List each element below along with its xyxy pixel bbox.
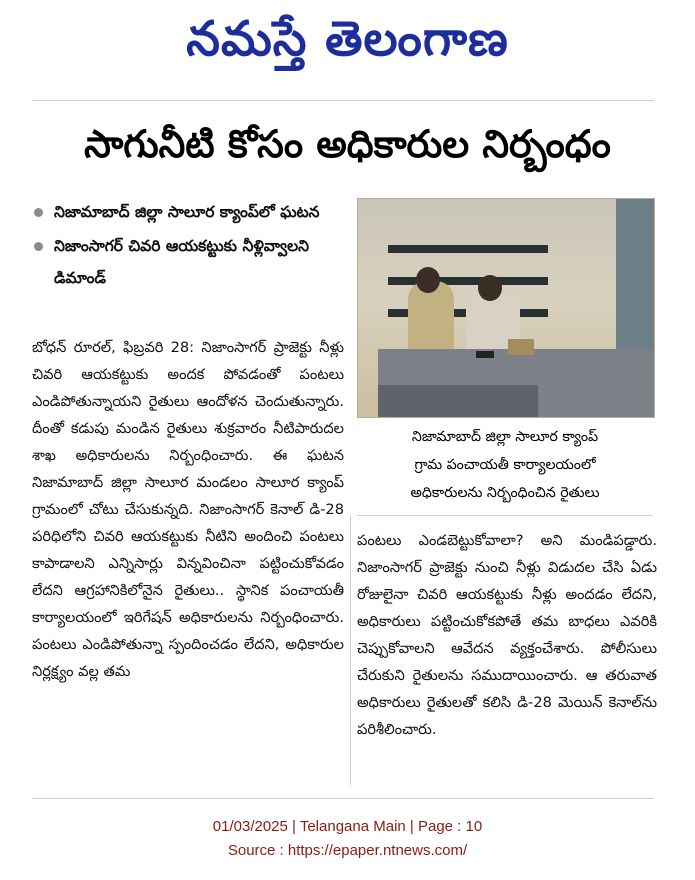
divider-bottom (32, 798, 654, 799)
caption-line: గ్రామ పంచాయతీ కార్యాలయంలో (414, 457, 596, 473)
bullet-text: నిజాంసాగర్ చివరి ఆయకట్టుకు నీళ్లివ్వాలని డిమాండ్ (54, 237, 309, 287)
edition-info: 01/03/2025 | Telangana Main | Page : 10 (212, 818, 483, 835)
divider-top (32, 100, 654, 101)
article-headline: సాగునీటి కోసం అధికారుల నిర్బంధం (84, 122, 611, 166)
photo-caption (357, 423, 653, 507)
news-photo (357, 198, 655, 418)
bullet-item (32, 230, 342, 294)
article-body-left-column: బోధన్ రూరల్, ఫిబ్రవరి 28: నిజాంసాగర్ ప్రాజెక్టు నీళ్లు చివరి ఆయకట్టుకు అందక పోవడంతో పంటలు ఎండిపోతున్నాయని రైతులు ఆందోళన చెందుతున్నారు. దీంతో కడుపు మండిన రైతులు శుక్రవారం నీటిపారుదల శాఖ అధికారులను నిర్బంధించారు. ఈ ఘటన నిజామాబాద్ జిల్లా సాలూర మండలం సాలూర క్యాంప్ గ్రామంలో చోటు చేసుకున్నది. నిజాంసాగర్ కెనాల్ డి-28 పరిధిలోని చివరి ఆయకట్టుకు నీటిని అందించి పంటలు కాపాడాలని ఎన్నిసార్లు విన్నవించినా పట్టించుకోవడం లేదని ఆగ్రహానికిలోనైన రైతులు.. స్థానిక పంచాయతీ కార్యాలయంలో ఇరిగేషన్ అధికారులను నిర్బంధించారు. పంటలు ఎండిపోతున్నా స్పందించడం లేదని, అధికారుల నిర్లక్ష్యం వల్ల తమ (32, 339, 344, 680)
bullet-item (32, 196, 342, 228)
bullet-list (32, 196, 342, 296)
bullet-text: నిజామాబాద్ జిల్లా సాలూర క్యాంప్‌లో ఘటన (54, 203, 320, 221)
source-link[interactable]: Source : https://epaper.ntnews.com/ (227, 842, 468, 859)
article-body-right-column: పంటలు ఎండబెట్టుకోవాలా? అని మండిపడ్డారు. నిజాంసాగర్ ప్రాజెక్టు నుంచి నీళ్లు విడుదల చేసి ఏడు రోజులైనా చివరి ఆయకట్టుకు నీళ్లు అందడం లేదని, అధికారులు పట్టించుకోకపోతే తమ బాధలు ఎవరికి చెప్పుకోవాలని ఆవేదన వ్యక్తంచేశారు. పోలీసులు చేరుకుని రైతులను సముదాయించారు. ఆ తరువాత అధికారులు రైతులతో కలిసి డి-28 మెయిన్ కెనాల్‌ను పరిశీలించారు. (357, 532, 657, 738)
caption-line: అధికారులను నిర్బంధించిన రైతులు (410, 485, 600, 501)
newspaper-masthead: నమస్తే తెలంగాణ (186, 11, 509, 67)
bullet-dot-icon (34, 242, 43, 251)
caption-line: నిజామాబాద్ జిల్లా సాలూర క్యాంప్ (411, 429, 599, 445)
bullet-dot-icon (34, 208, 43, 217)
column-divider (350, 515, 351, 785)
caption-divider (357, 515, 653, 516)
